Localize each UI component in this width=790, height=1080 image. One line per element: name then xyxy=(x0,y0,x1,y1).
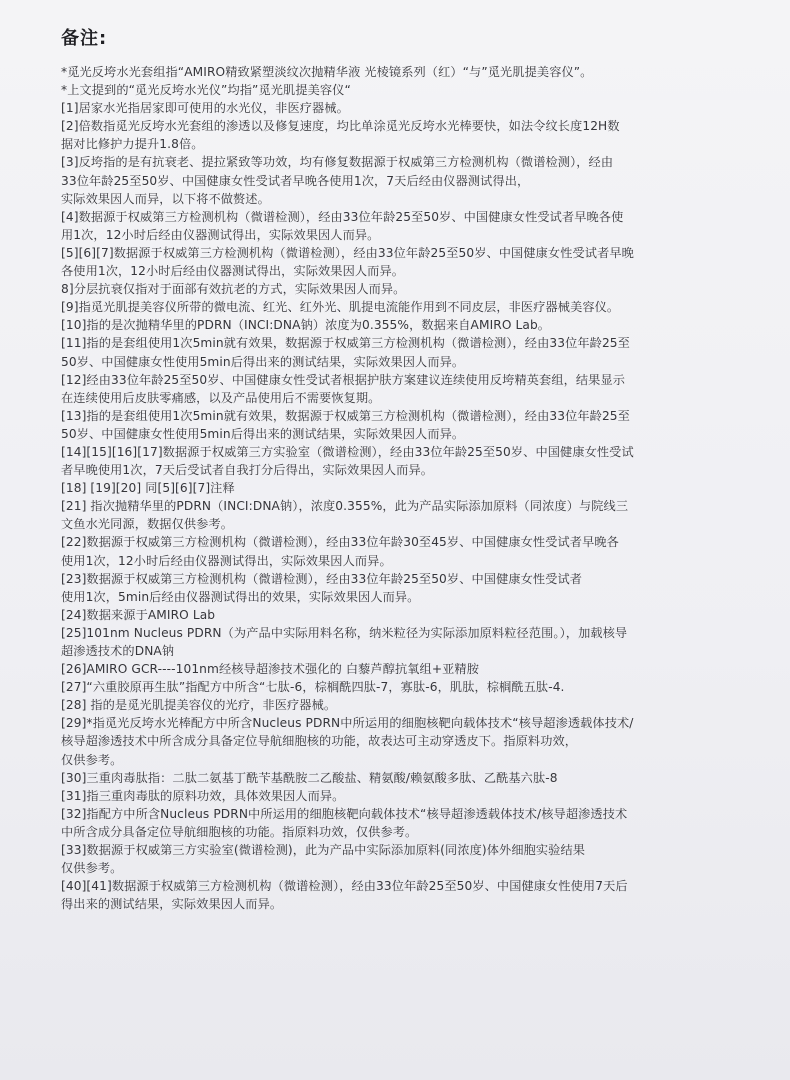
note-item: [30]三重肉毒肽指：二肽二氨基丁酰苄基酰胺二乙酸盐、精氨酸/赖氨酸多肽、乙酰基六肽-8 xyxy=(61,770,558,785)
note-item: [27]“六重胶原再生肽”指配方中所含“七肽-6，棕榈酰四肽-7，寡肽-6，肌肽，棕榈酰五肽-4. xyxy=(61,680,565,695)
note-item: [2]倍数指觅光反垮水光套组的渗透以及修复速度，均比单涂觅光反垮水光棒要快，如法令纹长度12H数 据对比修护力提升1.8倍。 xyxy=(61,119,620,152)
note-item: [32]指配方中所含Nucleus PDRN中所运用的细胞核靶向载体技术“核导超渗透载体技术/核导超渗透技术 中所含成分具备定位导航细胞核的功能。指原料功效，仅供参考。 xyxy=(61,806,628,839)
note-item: [13]指的是套组使用1次5min就有效果，数据源于权威第三方检测机构（微谱检测），经由33位年龄25至 50岁、中国健康女性使用5min后得出来的测试结果，实际效果因人而异。 xyxy=(61,408,630,441)
note-item: [33]数据源于权威第三方实验室(微谱检测)，此为产品中实际添加原料(同浓度)体外细胞实验结果 仅供参考。 xyxy=(61,843,586,876)
note-item: [5][6][7]数据源于权威第三方检测机构（微谱检测），经由33位年龄25至50岁、中国健康女性受试者早晚 各使用1次，12小时后经由仪器测试得出，实际效果因人而异。 xyxy=(61,245,634,279)
note-item: 8]分层抗衰仅指对于面部有效抗老的方式，实际效果因人而异。 xyxy=(61,282,406,297)
note-item: [22]数据源于权威第三方检测机构（微谱检测），经由33位年龄30至45岁、中国健康女性受试者早晚各 使用1次，12小时后经由仪器测试得出，实际效果因人而异。 xyxy=(61,535,619,568)
note-item: [29]*指觅光反垮水光棒配方中所含Nucleus PDRN中所运用的细胞核靶向载体技术“核导超渗透载体技术/ 核导超渗透技术中所含成分具备定位导航细胞核的功能，故表达可主动穿透皮下。指原料功效， 仅供参考。 xyxy=(61,716,634,767)
note-item: [26]AMIRO GCR----101nm经核导超渗技术强化的 白藜芦醇抗氧组+亚精胺 xyxy=(61,662,480,677)
note-item: *觅光反垮水光套组指“AMIRO精致紧塑淡纹次抛精华液 光棱镜系列（红）“与”觅光肌提美容仪”。 xyxy=(61,65,593,79)
note-item: [10]指的是次抛精华里的PDRN（INCI:DNA钠）浓度为0.355%，数据来自AMIRO Lab。 xyxy=(61,318,551,333)
page-title: 备注: xyxy=(61,28,108,49)
notes-list xyxy=(61,63,732,913)
note-item: [24]数据来源于AMIRO Lab xyxy=(61,607,216,622)
note-item: [31]指三重肉毒肽的原料功效，具体效果因人而异。 xyxy=(61,788,345,803)
note-item: [25]101nm Nucleus PDRN（为产品中实际用料名称，纳米粒径为实际添加原料粒径范围。），加载核导 超渗透技术的DNA钠 xyxy=(61,625,628,658)
note-item: [12]经由33位年龄25至50岁、中国健康女性受试者根据护肤方案建议连续使用反垮精英套组，结果显示 在连续使用后皮肤零痛感，以及产品使用后不需要恢复期。 xyxy=(61,372,626,405)
note-item: [14][15][16][17]数据源于权威第三方实验室（微谱检测），经由33位年龄25至50岁、中国健康女性受试 者早晚使用1次，7天后受试者自我打分后得出，实际效果因人而异。 xyxy=(61,444,634,478)
note-item: [23]数据源于权威第三方检测机构（微谱检测），经由33位年龄25至50岁、中国健康女性受试者 使用1次，5min后经由仪器测试得出的效果，实际效果因人而异。 xyxy=(61,571,583,604)
note-item: [1]居家水光指居家即可使用的水光仪，非医疗器械。 xyxy=(61,101,349,116)
note-item: [40][41]数据源于权威第三方检测机构（微谱检测），经由33位年龄25至50岁、中国健康女性使用7天后 得出来的测试结果，实际效果因人而异。 xyxy=(61,879,628,912)
note-item: [4]数据源于权威第三方检测机构（微谱检测），经由33位年龄25至50岁、中国健康女性受试者早晚各使 用1次，12小时后经由仪器测试得出，实际效果因人而异。 xyxy=(61,209,624,242)
note-item: [11]指的是套组使用1次5min就有效果，数据源于权威第三方检测机构（微谱检测），经由33位年龄25至 50岁、中国健康女性使用5min后得出来的测试结果，实际效果因人而异。 xyxy=(61,336,630,369)
note-item: [28] 指的是觅光肌提美容仪的光疗，非医疗器械。 xyxy=(61,698,337,713)
note-item: [18] [19][20] 同[5][6][7]注释 xyxy=(61,481,235,496)
note-item: *上文提到的“觅光反垮水光仪”均指”觅光肌提美容仪“ xyxy=(61,83,351,98)
note-item: [3]反垮指的是有抗衰老、提拉紧致等功效，均有修复数据源于权威第三方检测机构（微谱检测），经由 33位年龄25至50岁、中国健康女性受试者早晚各使用1次，7天后经由仪器测试得出， 实际效果因人而异，以下将不做赘述。 xyxy=(61,155,614,206)
note-item: [21] 指次抛精华里的PDRN（INCI:DNA钠），浓度0.355%，此为产品实际添加原料（同浓度）与院线三 文鱼水光同源，数据仅供参考。 xyxy=(61,499,629,532)
note-item: [9]指觅光肌提美容仪所带的微电流、红光、红外光、肌提电流能作用到不同皮层，非医疗器械美容仪。 xyxy=(61,300,620,315)
